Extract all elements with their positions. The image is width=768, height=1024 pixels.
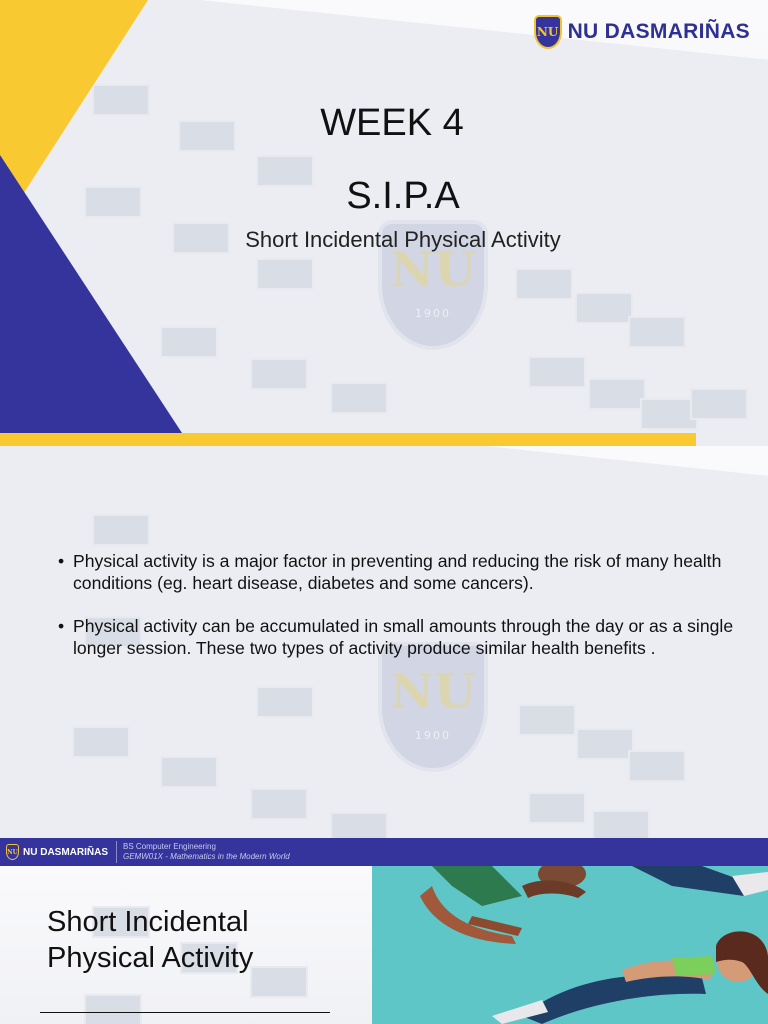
course-code: GEMW01X bbox=[123, 852, 164, 861]
slide-footer bbox=[0, 838, 768, 866]
nu-shield-icon: NU bbox=[6, 844, 19, 860]
course-name: - Mathematics in the Modern World bbox=[163, 852, 290, 861]
title-underline bbox=[40, 1012, 330, 1013]
footer-divider bbox=[116, 841, 117, 863]
section-title: Short Incidental Physical Activity bbox=[47, 906, 254, 974]
nu-shield-icon: NU bbox=[534, 15, 562, 49]
sipa-title: S.I.P.A bbox=[346, 175, 460, 217]
bullet-item: • Physical activity is a major factor in preventing and reducing the risk of many health conditions (eg. heart disease, diabetes and some cancers). bbox=[58, 550, 738, 594]
nu-crest-watermark: NU 1900 bbox=[378, 220, 488, 350]
bullet-list bbox=[58, 550, 738, 680]
nu-dasmarinas-logo bbox=[6, 844, 108, 860]
course-info bbox=[123, 842, 290, 862]
week-heading: WEEK 4 bbox=[320, 102, 464, 144]
exercise-illustration bbox=[372, 866, 768, 1024]
content-slide bbox=[0, 446, 768, 866]
bullet-item: • Physical activity can be accumulated in small amounts through the day or as a single longer session. These two types of activity produce similar health benefits . bbox=[58, 615, 738, 659]
yellow-divider-bar bbox=[0, 433, 696, 446]
program-name: BS Computer Engineering bbox=[123, 842, 216, 851]
nu-dasmarinas-logo bbox=[534, 15, 750, 49]
logo-text: NU DASMARIÑAS bbox=[567, 20, 750, 43]
sipa-subtitle: Short Incidental Physical Activity bbox=[245, 227, 561, 252]
nu-crest-watermark: NU 1900 bbox=[378, 642, 488, 772]
title-slide bbox=[0, 0, 768, 446]
section-slide bbox=[0, 866, 768, 1024]
logo-text: NU DASMARIÑAS bbox=[23, 846, 108, 858]
